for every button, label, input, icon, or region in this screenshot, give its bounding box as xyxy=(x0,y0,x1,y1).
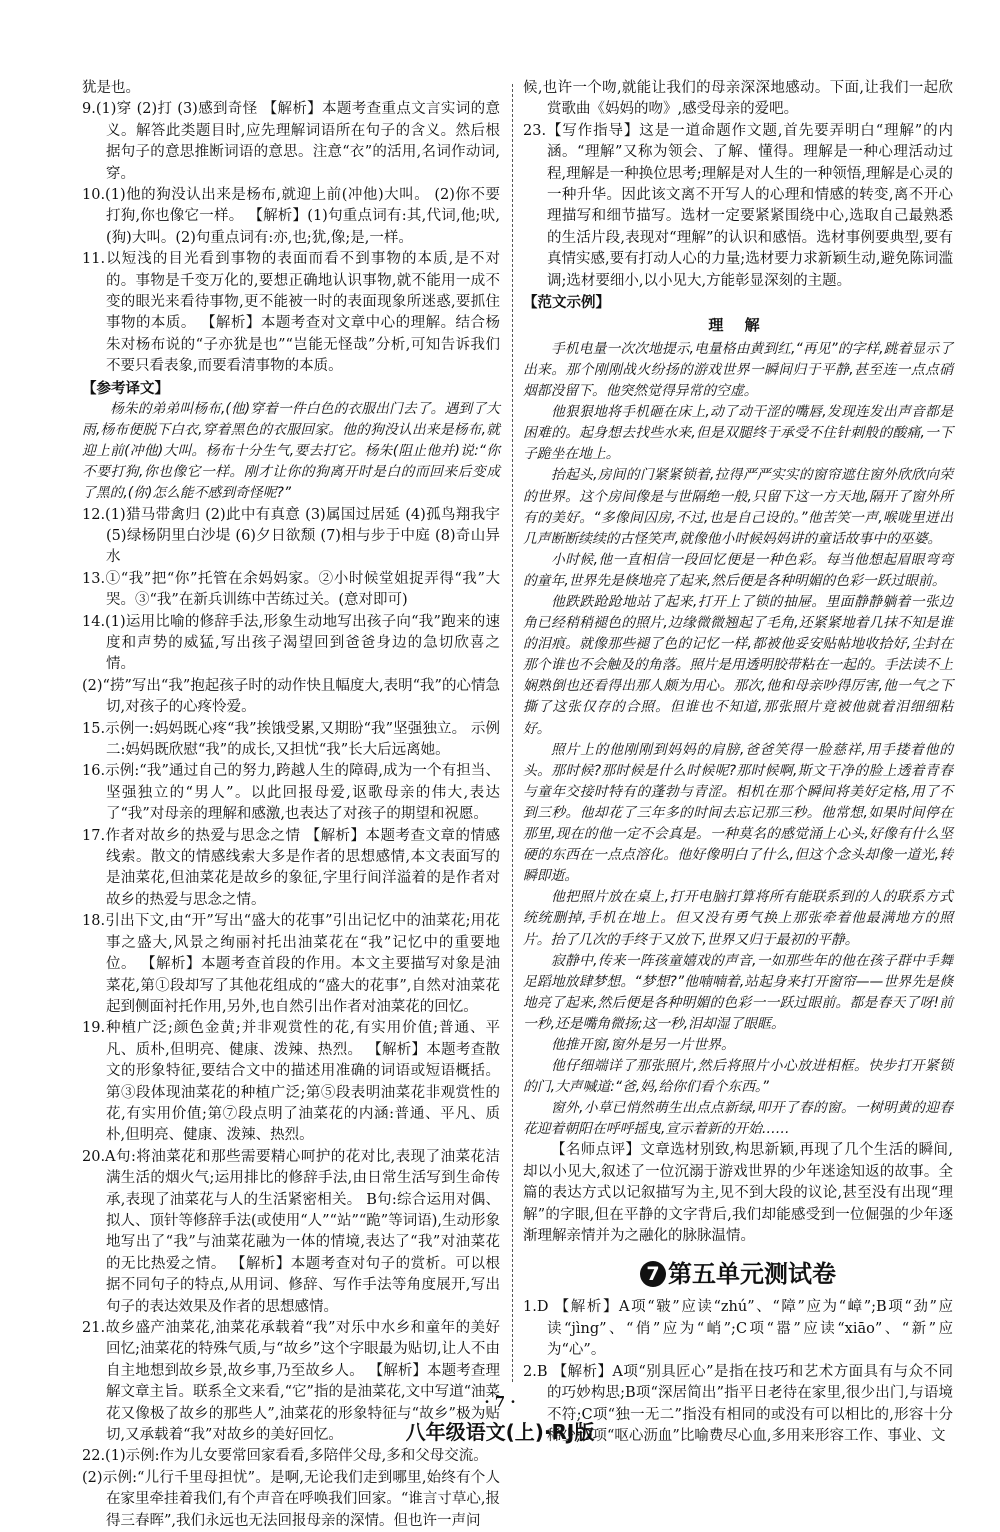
answer-paragraph: (2)“捞”写出“我”抱起孩子时的动作快且幅度大,表明“我”的心情急切,对孩子的心疼怜爱。 xyxy=(82,677,500,716)
essay-paragraph: 窗外,小草已悄然萌生出点点新绿,叩开了春的窗。一树明黄的迎春花迎着朝阳在呼呼摇曳,宣示着新的开始…… xyxy=(523,1100,953,1138)
answer-paragraph: 17.作者对故乡的热爱与思念之情 【解析】本题考查文章的情感线索。散文的情感线索大多是作者的思想感情,本文表面写的是油菜花,但油菜花是故乡的象征,字里行间洋溢着的是作者对故乡的热爱与思念之情。 xyxy=(82,827,500,908)
essay-paragraph: 他仔细端详了那张照片,然后将照片小心放进相框。快步打开紧锁的门,大声喊道:“爸,妈,给你们看个东西。” xyxy=(523,1058,953,1096)
model-essay xyxy=(523,339,953,1141)
essay-paragraph: 他跌跌跄跄地站了起来,打开上了锁的抽屉。里面静静躺着一张边角已经稍稍褪色的照片,边缘微微翘起了毛角,还紧紧地着几抹不知是谁的泪痕。就像那些褪了色的记忆一样,都被他妥安贴帖地收拾好,尘封在那个谁也不会触及的角落。照片是用透明胶带粘在一起的。手法读不上娴熟倒也还看得出那人颇为用心。那次,他和母亲吵得厉害,他一气之下撕了这张仅存的合照。但谁也不知道,那张照片竟被他就着泪细细粘好。 xyxy=(523,594,953,737)
page-number: · 7 · xyxy=(484,1393,516,1411)
answer-paragraph: 18.引出下文,由“开”写出“盛大的花事”引出记忆中的油菜花;用花事之盛大,风景之绚丽衬托出油菜花在“我”记忆中的重要地位。 【解析】本题考查首段的作用。本文主要描写对象是油菜花,第①段却写了其他花组成的“盛大的花事”,自然对油菜花起到侧面衬托作用,另外,也自然引出作者对油菜花的回忆。 xyxy=(82,913,500,1015)
essay-paragraph: 寂静中,传来一阵孩童嬉戏的声音,一如那些年的他在孩子群中手舞足蹈地放肆梦想。“梦想?”他喃喃着,站起身来打开窗帘——世界先是倏地亮了起来,然后便是各种明媚的色彩一一跃过眼前。都是春天了呀!前一秒,还是嘴角微扬;这一秒,泪却湿了眼眶。 xyxy=(523,952,953,1032)
answer-paragraph: 12.(1)猎马带禽归 (2)此中有真意 (3)属国过居延 (4)孤鸟翔我宇 (5)绿杨阴里白沙堤 (6)夕日欲颓 (7)相与步于中庭 (8)奇山异水 xyxy=(82,506,500,566)
essay-paragraph: 他把照片放在桌上,打开电脑打算将所有能联系到的人的联系方式统统删掉,手机在地上。但又没有勇气换上那张牵着他最满地方的照片。抬了几次的手终于又放下,世界又归于最初的平静。 xyxy=(523,889,953,948)
answer-paragraph: 【范文示例】 xyxy=(523,294,610,312)
answer-paragraph: (2)示例:“儿行千里母担忧”。是啊,无论我们走到哪里,始终有个人在家里牵挂着我们,有个声音在呼唤我们回家。“谁言寸草心,报得三春晖”,我们永远也无法回报母亲的深情。但也许一声问 xyxy=(82,1469,500,1529)
essay-paragraph: 手机电量一次次地提示,电量格由黄到红,“再见”的字样,跳着显示了出来。那个刚刚战火纷扬的游戏世界一瞬间归于平静,甚至连一点点硝烟都没留下。他突然觉得异常的空虚。 xyxy=(523,340,953,400)
answer-paragraph: 14.(1)运用比喻的修辞手法,形象生动地写出孩子向“我”跑来的速度和声势的威猛,写出孩子渴望回到爸爸身边的急切欣喜之情。 xyxy=(82,613,500,673)
writing-guidance xyxy=(523,78,953,313)
essay-paragraph: 他狠狠地将手机砸在床上,动了动干涩的嘴唇,发现连发出声音都是困难的。起身想去找些水来,但是双腿终于承受不住针刺般的酸痛,一下子跪坐在地上。 xyxy=(523,404,953,463)
answer-paragraph: 15.示例一:妈妈既心疼“我”挨饿受累,又期盼“我”坚强独立。 示例二:妈妈既欣慰“我”的成长,又担忧“我”长大后远离她。 xyxy=(82,720,500,759)
essay-paragraph: 小时候,他一直相信一段回忆便是一种色彩。每当他想起眉眼弯弯的童年,世界先是倏地亮了起来,然后便是各种明媚的色彩一跃过眼前。 xyxy=(523,551,953,589)
answer-paragraph: 11.以短浅的目光看到事物的表面而看不到事物的本质,是不对的。事物是千变万化的,要想正确地认识事物,就不能用一成不变的眼光来看待事物,更不能被一时的表面现象所迷惑,要抓住事物的本质。 【解析】本题考查对文章中心的理解。结合杨朱对杨布说的“子亦犹是也”“岂能无怪哉”分析,可知告诉我们不要只看表象,而要看清事物的本质。 xyxy=(82,251,500,375)
answer-paragraph: 杨朱的弟弟叫杨布,(他)穿着一件白色的衣服出门去了。遇到了大雨,杨布便脱下白衣,穿着黑色的衣服回家。他的狗没认出来是杨布,就迎上前(冲他)大叫。杨布十分生气,要去打它。杨朱(阻止他并)说:“你不要打狗,你也像它一样。刚才让你的狗离开时是白的而回来后变成了黑的,(你)怎么能不感到奇怪呢?” xyxy=(82,401,500,502)
left-column xyxy=(82,78,500,1532)
essay-title: 理 解 xyxy=(708,316,768,335)
answer-paragraph: 9.(1)穿 (2)打 (3)感到奇怪 【解析】本题考查重点文言实词的意义。解答此类题目时,应先理解词语所在句子的含义。然后根据句子的意思推断词语的意思。注意“衣”的活用,名词作动词,穿。 xyxy=(82,101,500,182)
answer-paragraph: 20.A句:将油菜花和那些需要精心呵护的花对比,表现了油菜花洁满生活的烟火气;运用排比的修辞手法,由日常生活写到生命传承,表现了油菜花与人的生活紧密相关。 B句:综合运用对偶、拟人、顶针等修辞手法(或使用“人”“站”“跪”等词语),生动形象地写出了“我”与油菜花融为一体的情境,表达了“我”对油菜花的无比热爱之情。 【解析】本题考查对句子的赏析。可以根据不同句子的特点,从用词、修辞、写作手法等角度展开,写出句子的表达效果及作者的思想感情。 xyxy=(82,1148,500,1315)
answer-paragraph: 22.(1)示例:作为儿女要常回家看看,多陪伴父母,多和父母交流。 xyxy=(82,1448,488,1465)
answer-item: 1.D 【解析】A项“皲”应读“zhú”、“障”应为“嶂”;B项“劲”应读“jìng”、“俏”应为“峭”;C项“嚣”应读“xiāo”、“新”应为“心”。 xyxy=(523,1299,953,1359)
answer-item: 2.B 【解析】A项“别具匠心”是指在技巧和艺术方面具有与众不同的巧妙构思;B项“深居简出”指平日老待在家里,很少出门,与语境不符;C项“独一无二”指没有相同的或没有可以相比的,形容十分稀少;D项“呕心沥血”比喻费尽心血,多用来形容工作、事业、文 xyxy=(523,1363,953,1444)
answer-paragraph: 23.【写作指导】这是一道命题作文题,首先要弄明白“理解”的内涵。“理解”又称为领会、了解、懂得。理解是一种心理活动过程,理解是一种换位思考;理解是对人生的一种领悟,理解是心灵的一种升华。因此该文离不开写人的心理和情感的转变,离不开心理描写和细节描写。选材一定要紧紧围绕中心,选取自己最熟悉的生活片段,表现对“理解”的认识和感悟。选材事例要典型,要有真情实感,要有打动人心的力量;选材要力求新颖生动,避免陈词滥调;选材要细小,以小见大,方能彰显深刻的主题。 xyxy=(523,122,953,289)
unit-test-heading xyxy=(523,1261,953,1287)
answer-paragraph: 犹是也。 xyxy=(82,80,140,96)
column-divider xyxy=(512,84,513,1382)
book-title: 八年级语文(上)·RJ版 xyxy=(405,1420,595,1444)
essay-paragraph: 照片上的他刚刚到妈妈的肩膀,爸爸笑得一脸慈祥,用手搂着他的头。那时候?那时候是什么时候呢?那时候啊,斯文干净的脸上透着青春与童年交接时特有的蓬勃与青涩。相机在那个瞬间将美好定格,用了不到三秒。他却花了三年多的时间去忘记那三秒。他常想,如果时间停在那里,现在的他一定不会真是。一种莫名的感觉涌上心头,好像有什么坚硬的东西在一点点溶化。他好像明白了什么,但这个念头却像一道光,转瞬即逝。 xyxy=(523,741,953,885)
answer-paragraph: 【参考译文】 xyxy=(82,379,169,397)
answer-paragraph: 21.故乡盛产油菜花,油菜花承载着“我”对乐中水乡和童年的美好回忆;油菜花的特殊气质,与“故乡”这个字眼最为贴切,让人不由自主地想到故乡景,故乡事,乃至故乡人。 【解析】本题考查理解文章主旨。联系全文来看,“它”指的是油菜花,文中写道“油菜花又像极了故乡的那些人”,油菜花的形象特征与“故乡”极为贴切,又承载着“我”对故乡的美好回忆。 xyxy=(82,1320,500,1444)
teacher-comment: 【名师点评】文章选材别致,构思新颖,再现了几个生活的瞬间,却以小见大,叙述了一位沉溺于游戏世界的少年迷途知返的故事。全篇的表达方式以记叙描写为主,见不到大段的议论,甚至没有出现“理解”的字眼,但在平静的文字背后,我们却能感受到一位倔强的少年逐渐理解亲情并为之融化的脉脉温情。 xyxy=(523,1142,953,1245)
unit-title: 第五单元测试卷 xyxy=(668,1260,836,1289)
answer-paragraph: 16.示例:“我”通过自己的努力,跨越人生的障碍,成为一个有担当、坚强独立的“男人”。以此回报母爱,讴歌母亲的伟大,表达了“我”对母亲的理解和感激,也表达了对孩子的期望和祝愿。 xyxy=(82,763,500,823)
essay-paragraph: 他推开窗,窗外是另一片世界。 xyxy=(551,1036,735,1053)
answer-paragraph: 13.①“我”把“你”托管在余妈妈家。②小时候堂姐捉弄得“我”大哭。③“我”在新兵训练中苦练过关。(意对即可) xyxy=(82,570,500,609)
right-column xyxy=(523,78,953,1447)
unit-number-badge: 7 xyxy=(640,1261,666,1287)
essay-paragraph: 抬起头,房间的门紧紧锁着,拉得严严实实的窗帘遮住窗外欣欣向荣的世界。这个房间像是与世隔绝一般,只留下这一方天地,隔开了窗外所有的美好。“多像间囚房,不过,也是自己设的。”他苦笑一声,喉咙里迸出几声断断续续的古怪笑声,就像他小时候妈妈讲的童话故事中的巫婆。 xyxy=(523,467,953,547)
answer-paragraph: 19.种植广泛;颜色金黄;并非观赏性的花,有实用价值;普通、平凡、质朴,但明亮、健康、泼辣、热烈。 【解析】本题考查散文的形象特征,要结合文中的描述用准确的词语或短语概括。第③段体现油菜花的种植广泛;第⑤段表明油菜花非观赏性的花,有实用价值;第⑦段点明了油菜花的内涵:普通、平凡、质朴,但明亮、健康、泼辣、热烈。 xyxy=(82,1020,500,1144)
answer-paragraph: 候,也许一个吻,就能让我们的母亲深深地感动。下面,让我们一起欣赏歌曲《妈妈的吻》,感受母亲的爱吧。 xyxy=(523,80,953,118)
answer-paragraph: 10.(1)他的狗没认出来是杨布,就迎上前(冲他)大叫。 (2)你不要打狗,你也像它一样。 【解析】(1)句重点词有:其,代词,他;吠,(狗)大叫。(2)句重点词有:亦,也;犹,像;是,一样。 xyxy=(82,187,500,246)
